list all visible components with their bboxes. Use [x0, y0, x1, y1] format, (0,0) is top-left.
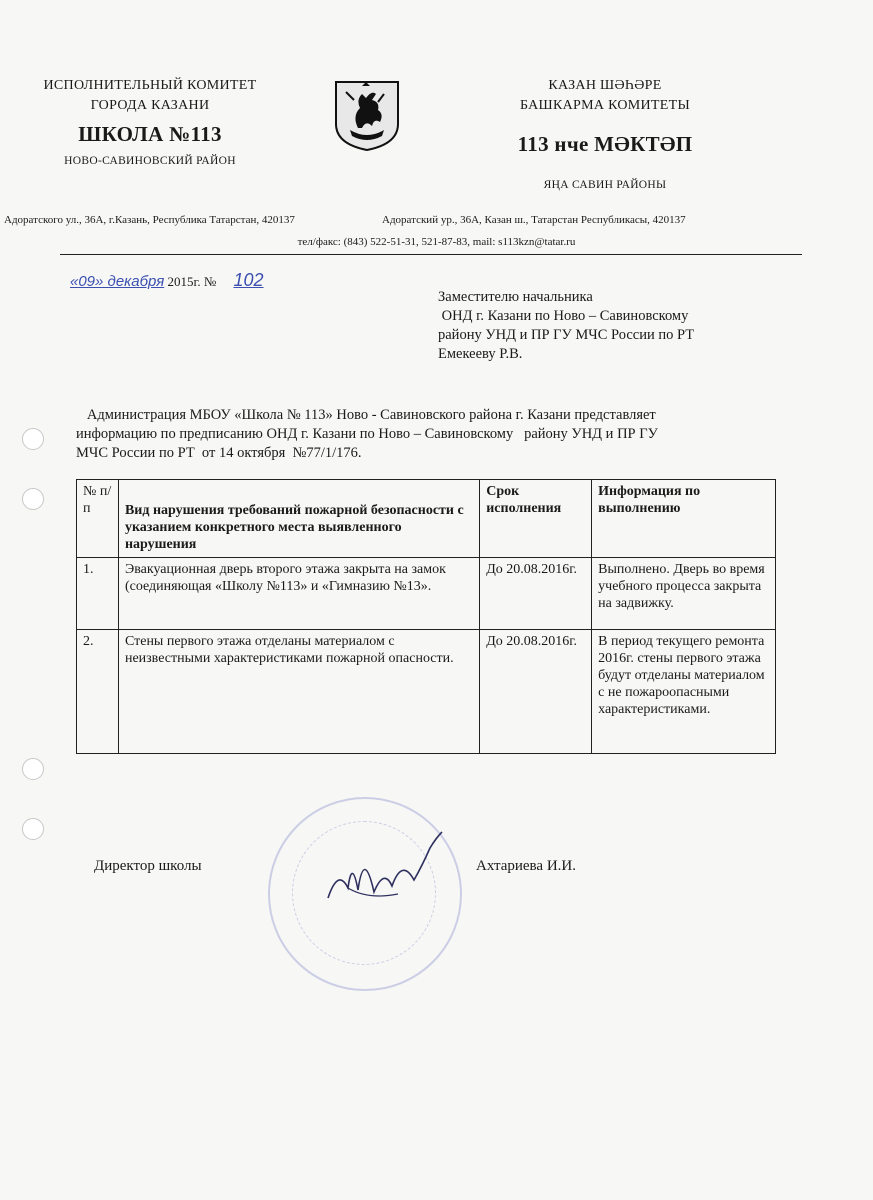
header-num: № п/п: [77, 480, 119, 558]
header-right-line2: БАШКАРМА КОМИТЕТЫ: [519, 98, 690, 113]
punch-hole: [22, 428, 44, 450]
addressee: [438, 288, 778, 364]
row-num: 2.: [77, 630, 119, 754]
header-left-district: НОВО-САВИНОВСКИЙ РАЙОН: [64, 155, 236, 167]
address-tt: Адоратский ур., 36А, Казан ш., Татарстан Республикасы, 420137: [382, 214, 686, 226]
body-text: [76, 406, 796, 463]
header-left-line1: ИСПОЛНИТЕЛЬНЫЙ КОМИТЕТ: [43, 78, 257, 93]
header-info: Информация по выполнению: [592, 480, 776, 558]
header-violation: Вид нарушения требований пожарной безопасности с указанием конкретного места выявленного нарушения: [118, 480, 479, 558]
addressee-line4: Емекееву Р.В.: [438, 346, 523, 362]
dateline: [70, 270, 264, 291]
row-deadline: До 20.08.2016г.: [480, 630, 592, 754]
addressee-line3: району УНД и ПР ГУ МЧС России по РТ: [438, 327, 695, 343]
signature-mark-icon: [318, 828, 448, 918]
header-left-school: ШКОЛА №113: [78, 122, 222, 146]
row-info: Выполнено. Дверь во время учебного процесса закрыта на задвижку.: [592, 558, 776, 630]
signature-role: Директор школы: [94, 858, 202, 874]
addressee-line2: ОНД г. Казани по Ново – Савиновскому: [438, 308, 689, 324]
addressee-line1: Заместителю начальника: [438, 289, 593, 305]
signature-name: Ахтариева И.И.: [476, 858, 576, 874]
date-handwritten: «09» декабря: [70, 273, 165, 290]
header-divider: [60, 254, 802, 255]
header-right: [470, 78, 740, 191]
row-num: 1.: [77, 558, 119, 630]
doc-number: 102: [233, 270, 264, 290]
punch-hole: [22, 758, 44, 780]
table-row: [77, 558, 776, 630]
header-left: [20, 78, 280, 167]
row-deadline: До 20.08.2016г.: [480, 558, 592, 630]
table-row: [77, 630, 776, 754]
header-left-line2: ГОРОДА КАЗАНИ: [90, 98, 210, 113]
kazan-coat-of-arms-icon: [332, 80, 402, 152]
punch-hole: [22, 488, 44, 510]
contacts: тел/факс: (843) 522-51-31, 521-87-83, mail: s113kzn@tatar.ru: [297, 236, 576, 248]
header-right-district: ЯҢА САВИН РАЙОНЫ: [543, 179, 667, 191]
header-deadline: Срок исполнения: [480, 480, 592, 558]
address-ru: Адоратского ул., 36А, г.Казань, Республика Татарстан, 420137: [4, 214, 295, 226]
table-header-row: [77, 480, 776, 558]
punch-hole: [22, 818, 44, 840]
body-line1: Администрация МБОУ «Школа № 113» Ново - Савиновского района г. Казани представляет: [76, 407, 656, 423]
row-violation: Стены первого этажа отделаны материалом с неизвестными характеристиками пожарной опасности.: [118, 630, 479, 754]
row-violation: Эвакуационная дверь второго этажа закрыта на замок (соединяющая «Школу №113» и «Гимназию №13».: [118, 558, 479, 630]
header-right-school: 113 нче МӘКТӘП: [517, 132, 693, 156]
body-line3: МЧС России по РТ от 14 октября №77/1/176.: [76, 445, 362, 461]
violations-table: [76, 479, 776, 754]
date-year: 2015г. №: [167, 274, 217, 289]
body-line2: информацию по предписанию ОНД г. Казани по Ново – Савиновскому району УНД и ПР ГУ: [76, 426, 658, 442]
row-info: В период текущего ремонта 2016г. стены первого этажа будут отделаны материалом с не пожароопасными характеристиками.: [592, 630, 776, 754]
header-right-line1: КАЗАН ШӘҺӘРЕ: [548, 78, 662, 93]
